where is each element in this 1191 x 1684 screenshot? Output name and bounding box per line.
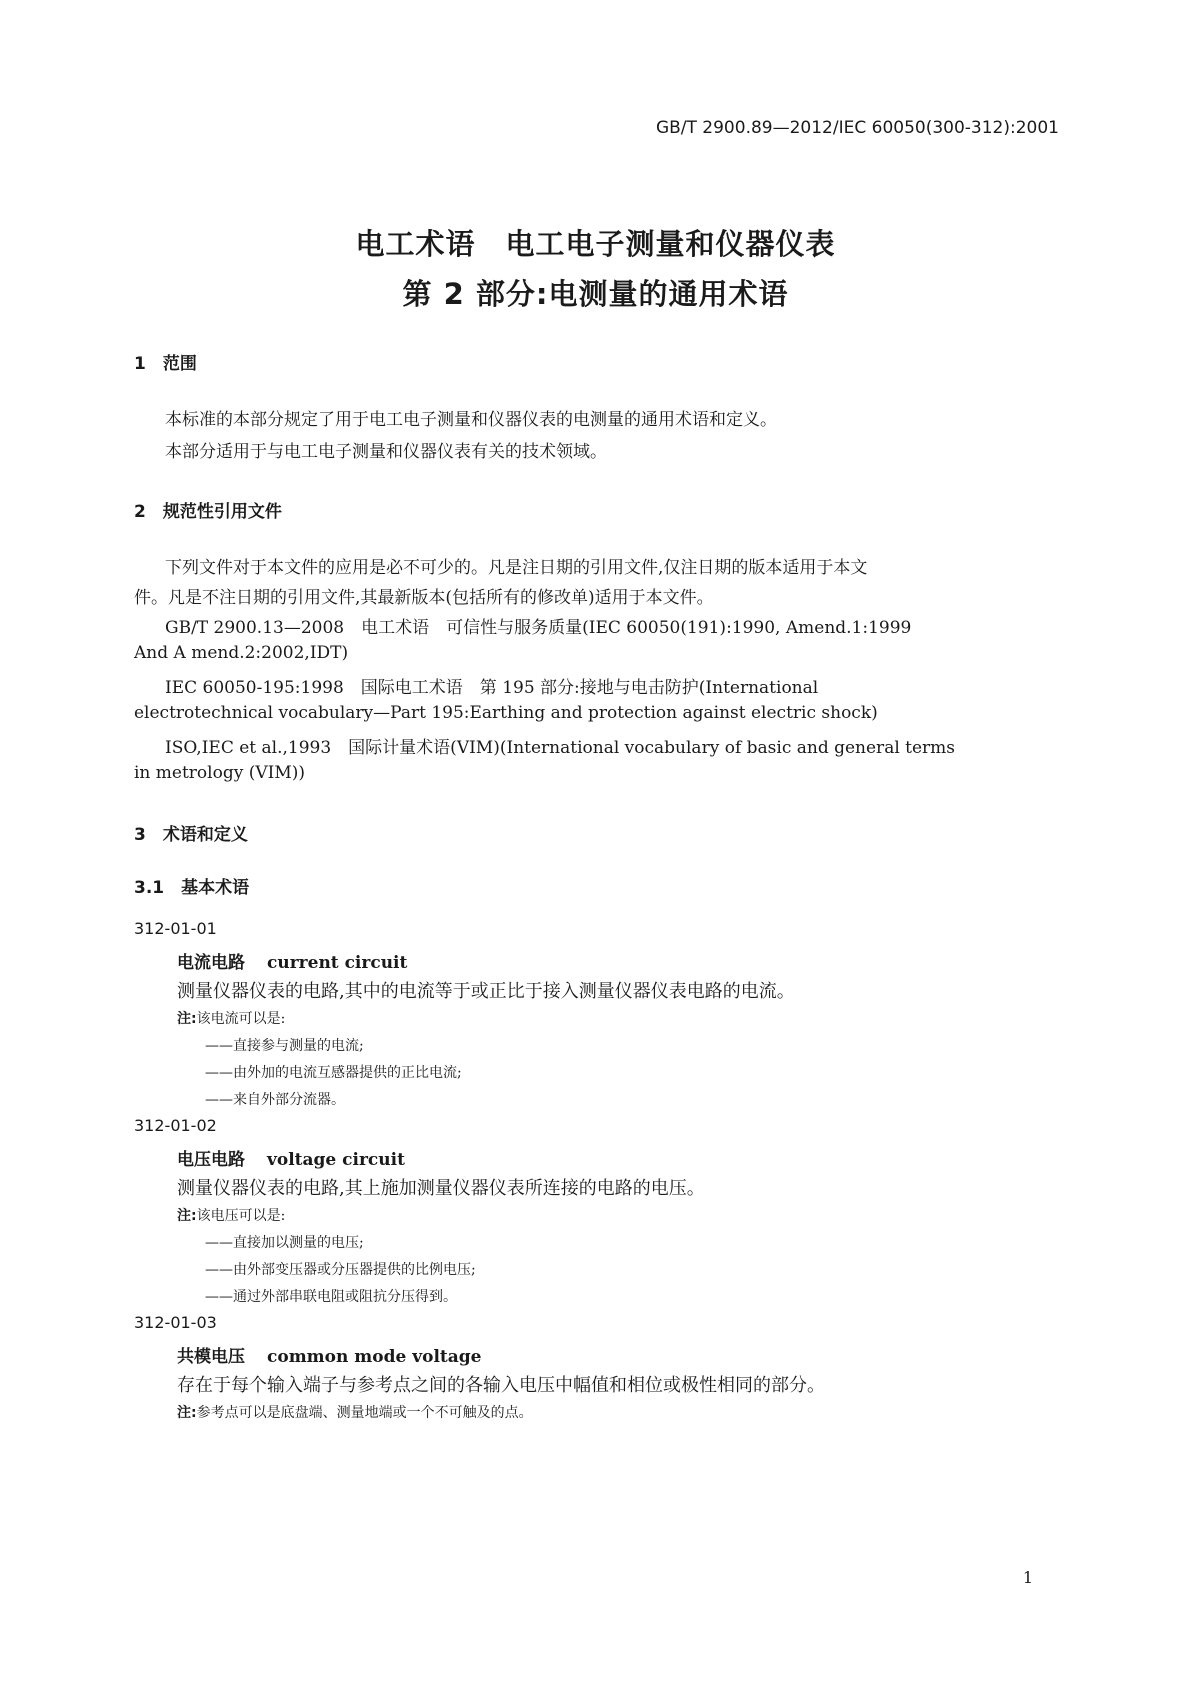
reference-2-line2: electrotechnical vocabulary—Part 195:Earthing and protection against electric shock) — [134, 703, 878, 723]
note-list-item: ——直接加以测量的电压; — [205, 1235, 364, 1251]
note-list-item: ——通过外部串联电阻或阻抗分压得到。 — [205, 1289, 457, 1305]
note-label: 注: — [177, 1405, 197, 1421]
term-code: 312-01-02 — [134, 1116, 217, 1135]
section-1-paragraph-2: 本部分适用于与电工电子测量和仪器仪表有关的技术领域。 — [165, 442, 607, 462]
section-2-intro-line2: 件。凡是不注日期的引用文件,其最新版本(包括所有的修改单)适用于本文件。 — [134, 588, 714, 608]
reference-1-line2: And A mend.2:2002,IDT) — [134, 643, 349, 663]
term-code: 312-01-03 — [134, 1313, 217, 1332]
section-2-heading: 2 规范性引用文件 — [134, 502, 282, 522]
reference-1-line1: GB/T 2900.13—2008 电工术语 可信性与服务质量(IEC 60050(191):1990, Amend.1:1999 — [165, 618, 912, 638]
note-list-item: ——由外加的电流互感器提供的正比电流; — [205, 1065, 462, 1081]
term-note — [177, 1402, 533, 1422]
term-name-en: voltage circuit — [267, 1150, 405, 1170]
term-name-en: common mode voltage — [267, 1347, 482, 1367]
note-text: 参考点可以是底盘端、测量地端或一个不可触及的点。 — [196, 1405, 533, 1421]
note-text: 该电流可以是: — [196, 1011, 286, 1027]
term-name-zh: 共模电压 — [177, 1347, 245, 1367]
reference-2-line1: IEC 60050-195:1998 国际电工术语 第 195 部分:接地与电击防护(International — [165, 678, 819, 698]
note-text: 该电压可以是: — [196, 1208, 286, 1224]
document-title-line1: 电工术语 电工电子测量和仪器仪表 — [355, 227, 836, 261]
section-3-heading: 3 术语和定义 — [134, 825, 248, 845]
document-title-line2: 第 2 部分:电测量的通用术语 — [402, 277, 789, 311]
term-name — [177, 1145, 405, 1170]
term-definition: 测量仪器仪表的电路,其中的电流等于或正比于接入测量仪器仪表电路的电流。 — [177, 981, 795, 1002]
note-list-item: ——由外部变压器或分压器提供的比例电压; — [205, 1262, 476, 1278]
term-name — [177, 948, 407, 973]
section-1-heading: 1 范围 — [134, 354, 197, 374]
term-definition: 测量仪器仪表的电路,其上施加测量仪器仪表所连接的电路的电压。 — [177, 1178, 705, 1199]
standard-code-header: GB/T 2900.89—2012/IEC 60050(300-312):2001 — [655, 118, 1059, 138]
term-definition: 存在于每个输入端子与参考点之间的各输入电压中幅值和相位或极性相同的部分。 — [177, 1375, 825, 1396]
note-list-item: ——直接参与测量的电流; — [205, 1038, 364, 1054]
term-name-en: current circuit — [267, 953, 408, 973]
note-list-item: ——来自外部分流器。 — [205, 1092, 345, 1108]
term-name-zh: 电压电路 — [177, 1150, 245, 1170]
section-3-1-heading: 3.1 基本术语 — [134, 878, 250, 898]
page-number: 1 — [1022, 1568, 1033, 1587]
term-name — [177, 1342, 481, 1367]
term-name-zh: 电流电路 — [177, 953, 245, 973]
section-1-paragraph-1: 本标准的本部分规定了用于电工电子测量和仪器仪表的电测量的通用术语和定义。 — [165, 410, 777, 430]
term-note — [177, 1008, 285, 1028]
section-2-intro-line1: 下列文件对于本文件的应用是必不可少的。凡是注日期的引用文件,仅注日期的版本适用于本文 — [165, 558, 868, 578]
reference-3-line2: in metrology (VIM)) — [134, 763, 306, 783]
reference-3-line1: ISO,IEC et al.,1993 国际计量术语(VIM)(International vocabulary of basic and general terms — [165, 738, 956, 758]
note-label: 注: — [177, 1011, 197, 1027]
term-code: 312-01-01 — [134, 919, 217, 938]
term-note — [177, 1205, 285, 1225]
note-label: 注: — [177, 1208, 197, 1224]
